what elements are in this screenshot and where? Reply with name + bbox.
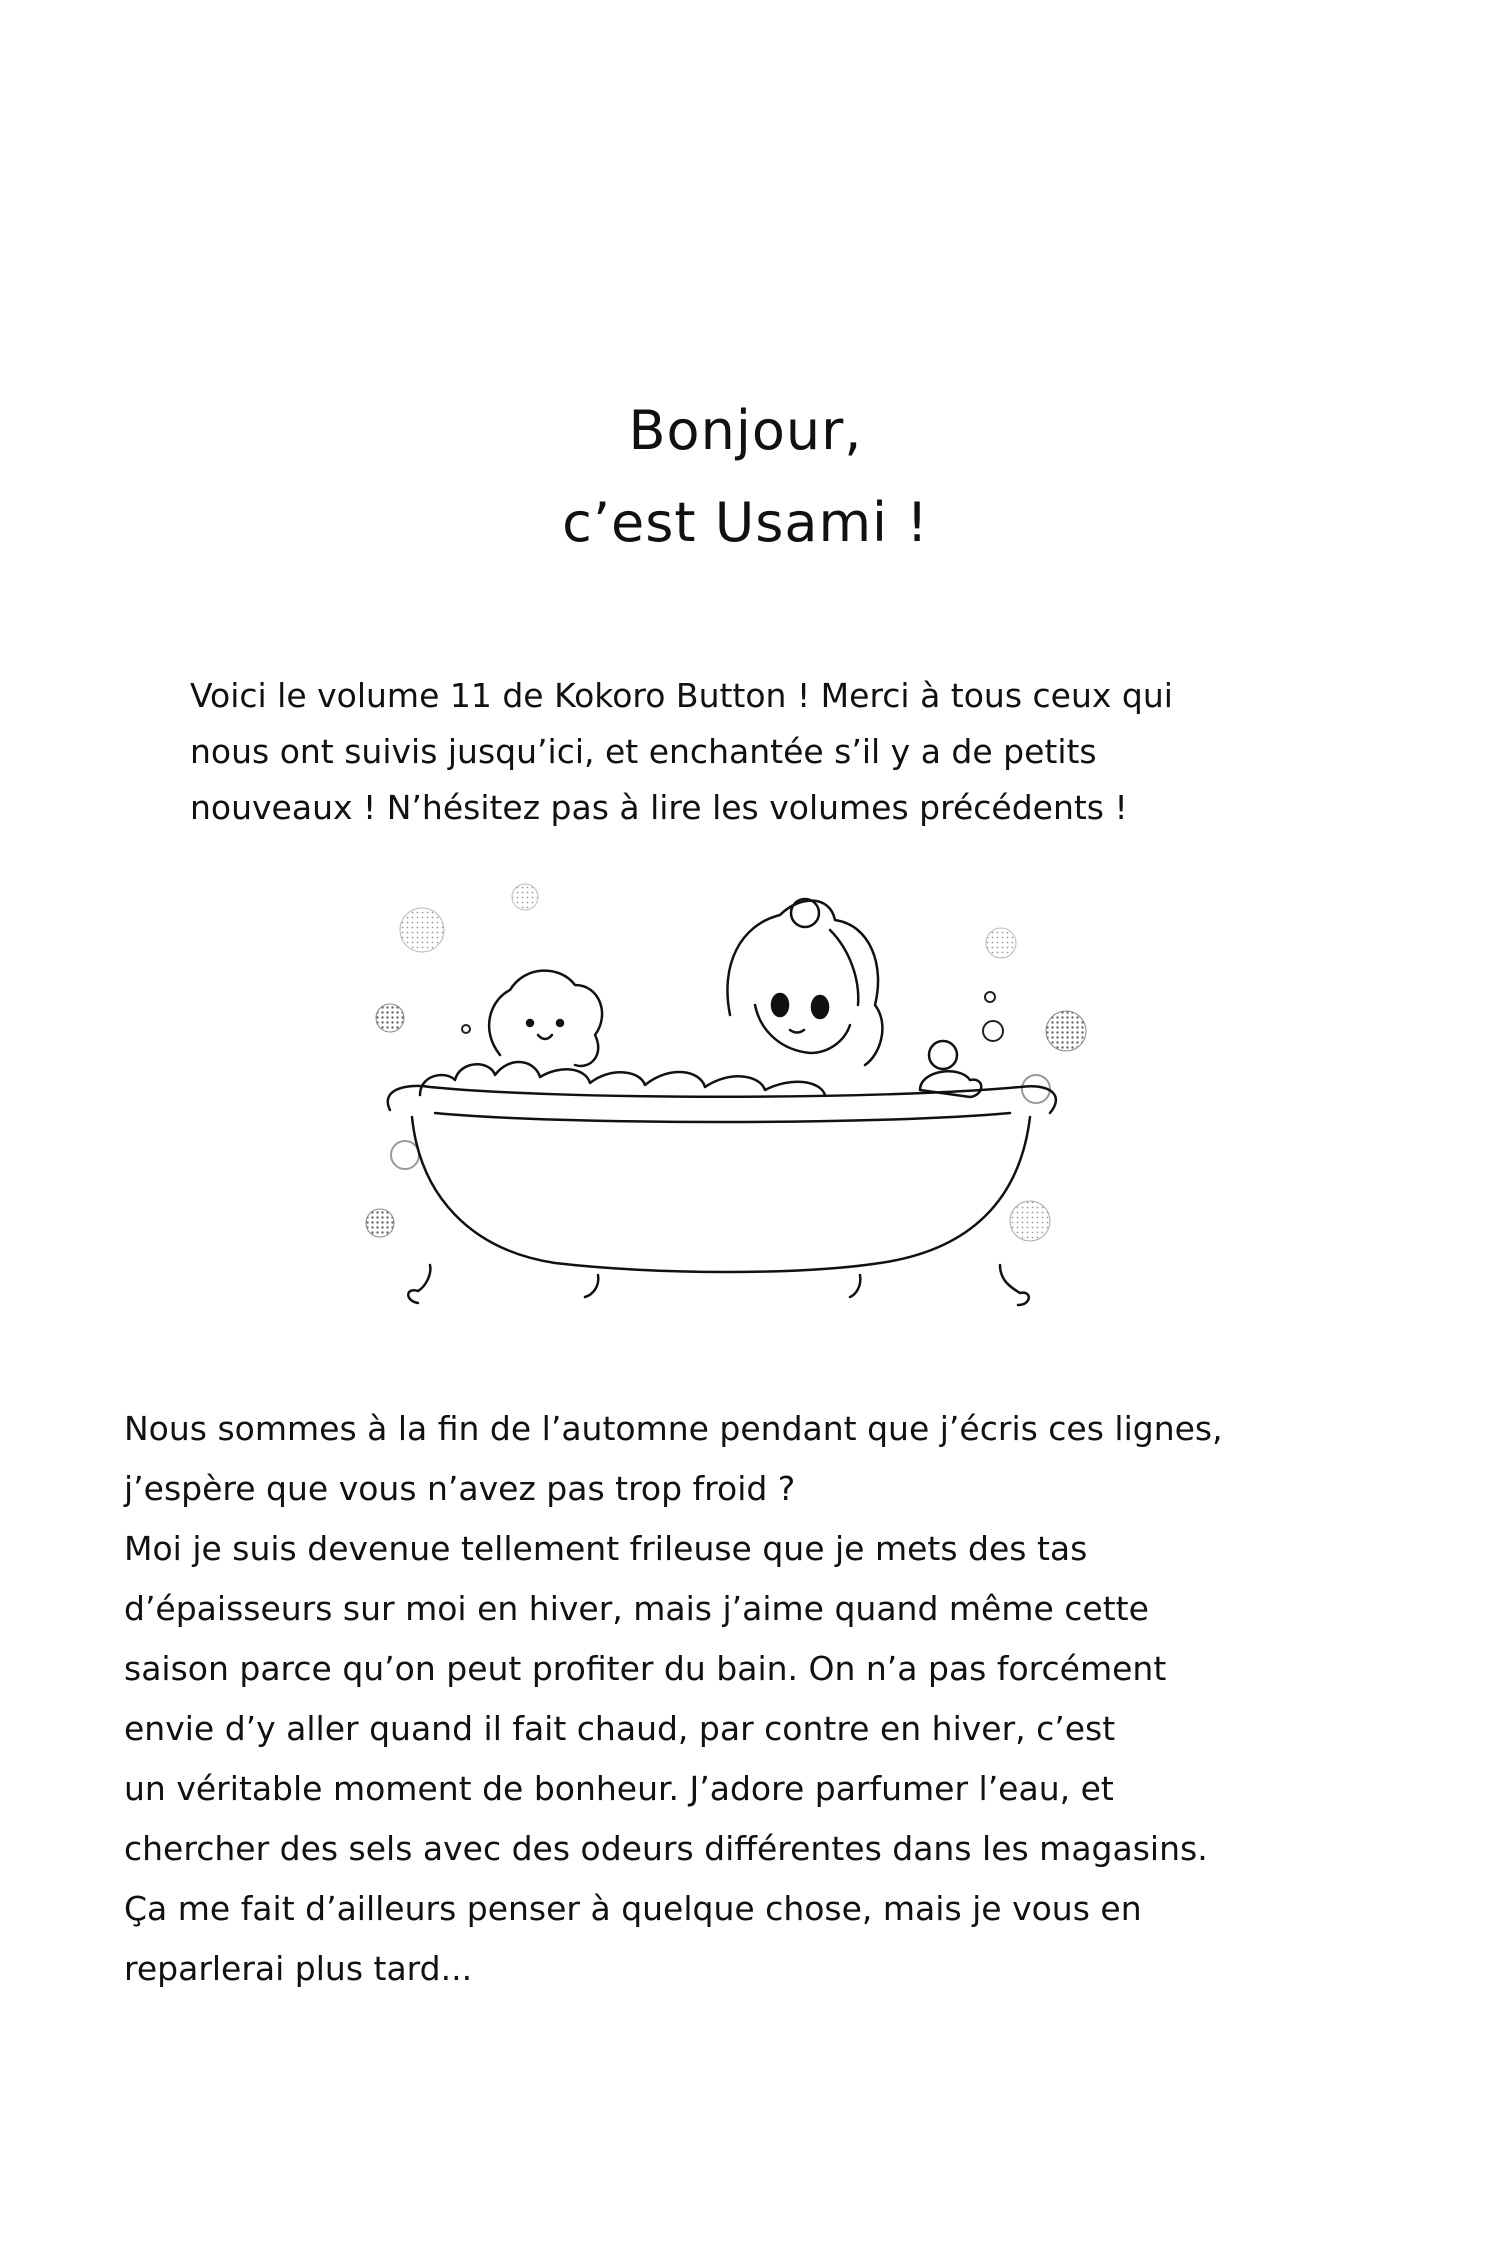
body-line: reparlerai plus tard... (124, 1949, 473, 1988)
body-line: envie d’y aller quand il fait chaud, par contre en hiver, c’est (124, 1709, 1116, 1748)
body-line: d’épaisseurs sur moi en hiver, mais j’aime quand même cette (124, 1589, 1149, 1628)
title-line-2: c’est Usami ! (562, 491, 929, 554)
body-line: j’espère que vous n’avez pas trop froid ? (124, 1469, 796, 1508)
page-title (0, 385, 1491, 569)
bathtub-girl-dog-icon (360, 855, 1120, 1315)
body-line: chercher des sels avec des odeurs différentes dans les magasins. (124, 1829, 1208, 1868)
body-line: Nous sommes à la fin de l’automne pendant que j’écris ces lignes, (124, 1409, 1223, 1448)
intro-line: Voici le volume 11 de Kokoro Button ! Merci à tous ceux qui (190, 676, 1173, 715)
main-paragraph (124, 1399, 1384, 1999)
body-line: Ça me fait d’ailleurs penser à quelque chose, mais je vous en (124, 1889, 1142, 1928)
title-line-1: Bonjour, (628, 399, 863, 462)
intro-paragraph (190, 668, 1330, 836)
intro-line: nouveaux ! N’hésitez pas à lire les volumes précédents ! (190, 788, 1128, 827)
body-line: Moi je suis devenue tellement frileuse que je mets des tas (124, 1529, 1088, 1568)
body-line: saison parce qu’on peut profiter du bain. On n’a pas forcément (124, 1649, 1167, 1688)
bubble-decorations (366, 884, 1086, 1241)
body-line: un véritable moment de bonheur. J’adore parfumer l’eau, et (124, 1769, 1114, 1808)
intro-line: nous ont suivis jusqu’ici, et enchantée s’il y a de petits (190, 732, 1097, 771)
